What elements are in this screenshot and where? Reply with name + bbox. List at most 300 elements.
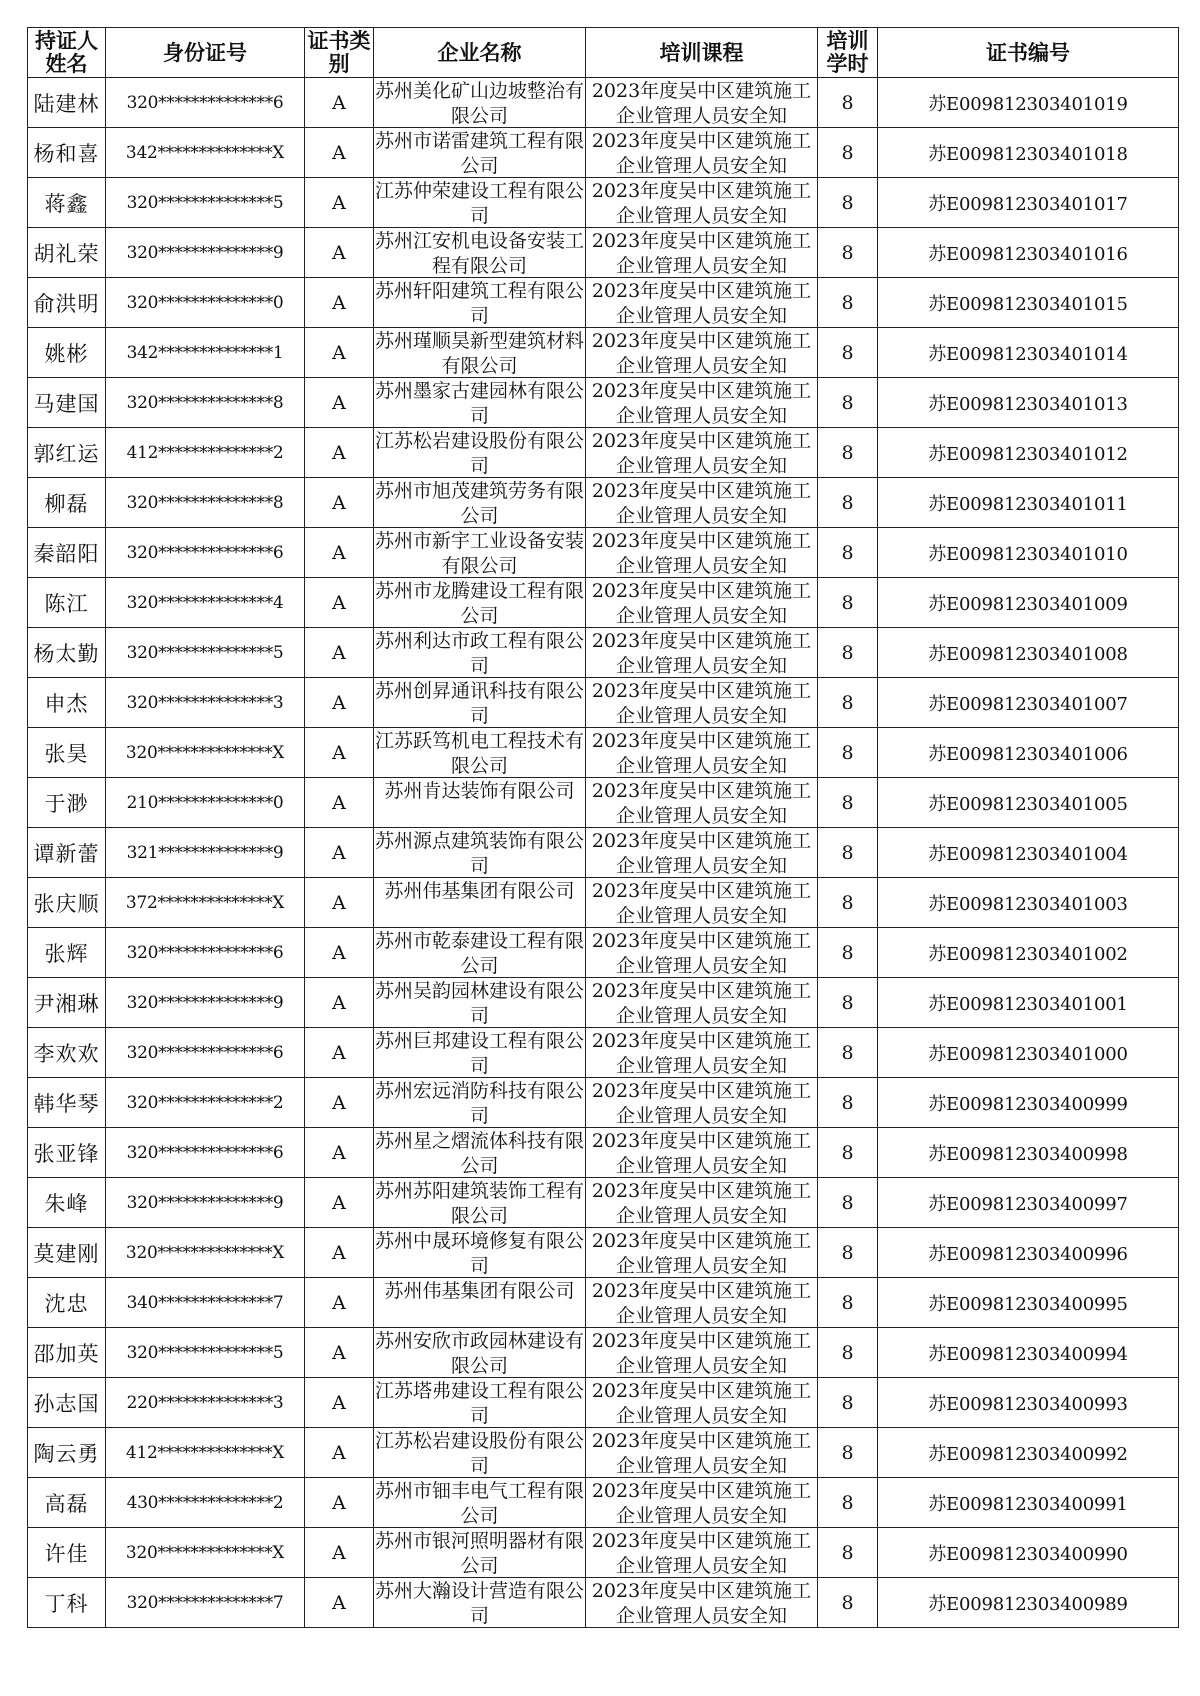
cert-category-cell: A	[305, 878, 374, 928]
table-row	[28, 828, 1179, 878]
training-course-cell	[586, 678, 818, 728]
training-hours-cell: 8	[818, 878, 878, 928]
training-course-cell	[586, 528, 818, 578]
holder-name-cell: 莫建刚	[28, 1228, 106, 1278]
training-course-text: 2023年度吴中区建筑施工企业管理人员安全知	[591, 230, 812, 277]
table-row	[28, 328, 1179, 378]
cert-category-cell: A	[305, 1228, 374, 1278]
training-course-text: 2023年度吴中区建筑施工企业管理人员安全知	[591, 530, 812, 577]
holder-name-cell: 郭红运	[28, 428, 106, 478]
header-id-number: 身份证号	[106, 28, 305, 78]
cert-category-cell: A	[305, 228, 374, 278]
company-name-cell	[374, 878, 586, 928]
header-company-name: 企业名称	[374, 28, 586, 78]
company-name-text: 江苏仲荣建设工程有限公司	[374, 180, 584, 227]
cert-category-cell: A	[305, 1528, 374, 1578]
cert-category-cell: A	[305, 728, 374, 778]
id-number-cell: 342**************1	[106, 328, 305, 378]
training-hours-cell: 8	[818, 728, 878, 778]
training-course-text: 2023年度吴中区建筑施工企业管理人员安全知	[591, 1280, 812, 1327]
training-hours-cell: 8	[818, 778, 878, 828]
cert-number-cell: 苏E009812303401002	[878, 928, 1179, 978]
table-body	[28, 78, 1179, 1628]
holder-name-cell: 张庆顺	[28, 878, 106, 928]
company-name-text: 苏州伟基集团有限公司	[384, 880, 575, 902]
cert-category-cell: A	[305, 1128, 374, 1178]
training-course-cell	[586, 428, 818, 478]
header-training-hours: 培训学时	[818, 28, 878, 78]
company-name-text: 苏州伟基集团有限公司	[384, 1280, 575, 1302]
cert-category-cell: A	[305, 1328, 374, 1378]
cert-number-cell: 苏E009812303401017	[878, 178, 1179, 228]
company-name-cell	[374, 1278, 586, 1328]
training-course-cell	[586, 928, 818, 978]
company-name-text: 苏州墨家古建园林有限公司	[374, 380, 584, 427]
table-row	[28, 428, 1179, 478]
company-name-cell	[374, 128, 586, 178]
id-number-cell: 320**************5	[106, 1328, 305, 1378]
holder-name-cell: 沈忠	[28, 1278, 106, 1328]
table-row	[28, 1478, 1179, 1528]
holder-name-cell: 韩华琴	[28, 1078, 106, 1128]
training-hours-cell: 8	[818, 978, 878, 1028]
table-row	[28, 378, 1179, 428]
company-name-cell	[374, 278, 586, 328]
company-name-cell	[374, 228, 586, 278]
table-row	[28, 1178, 1179, 1228]
id-number-cell: 320**************9	[106, 978, 305, 1028]
id-number-cell: 320**************5	[106, 628, 305, 678]
id-number-cell: 320**************6	[106, 928, 305, 978]
training-course-text: 2023年度吴中区建筑施工企业管理人员安全知	[591, 330, 812, 377]
company-name-text: 苏州苏阳建筑装饰工程有限公司	[374, 1180, 584, 1227]
cert-category-cell: A	[305, 278, 374, 328]
training-course-cell	[586, 1278, 818, 1328]
training-course-cell	[586, 378, 818, 428]
training-hours-cell: 8	[818, 228, 878, 278]
cert-category-cell: A	[305, 1578, 374, 1628]
company-name-text: 苏州市乾泰建设工程有限公司	[374, 930, 584, 977]
cert-number-cell: 苏E009812303400997	[878, 1178, 1179, 1228]
cert-category-cell: A	[305, 778, 374, 828]
training-hours-cell: 8	[818, 678, 878, 728]
cert-number-cell: 苏E009812303401012	[878, 428, 1179, 478]
table-row	[28, 978, 1179, 1028]
company-name-text: 苏州瑾顺昊新型建筑材料有限公司	[374, 330, 584, 377]
company-name-cell	[374, 378, 586, 428]
company-name-text: 江苏松岩建设股份有限公司	[374, 430, 584, 477]
cert-number-cell: 苏E009812303400991	[878, 1478, 1179, 1528]
training-hours-cell: 8	[818, 1128, 878, 1178]
training-course-text: 2023年度吴中区建筑施工企业管理人员安全知	[591, 930, 812, 977]
company-name-cell	[374, 778, 586, 828]
training-course-text: 2023年度吴中区建筑施工企业管理人员安全知	[591, 80, 812, 127]
training-course-text: 2023年度吴中区建筑施工企业管理人员安全知	[591, 180, 812, 227]
training-course-text: 2023年度吴中区建筑施工企业管理人员安全知	[591, 1130, 812, 1177]
training-course-text: 2023年度吴中区建筑施工企业管理人员安全知	[591, 830, 812, 877]
table-row	[28, 678, 1179, 728]
training-course-text: 2023年度吴中区建筑施工企业管理人员安全知	[591, 1580, 812, 1627]
cert-category-cell: A	[305, 1028, 374, 1078]
training-course-text: 2023年度吴中区建筑施工企业管理人员安全知	[591, 1230, 812, 1277]
company-name-text: 苏州利达市政工程有限公司	[374, 630, 584, 677]
cert-category-cell: A	[305, 628, 374, 678]
training-course-text: 2023年度吴中区建筑施工企业管理人员安全知	[591, 1480, 812, 1527]
training-course-cell	[586, 478, 818, 528]
company-name-text: 苏州巨邦建设工程有限公司	[374, 1030, 584, 1077]
holder-name-cell: 陈江	[28, 578, 106, 628]
training-hours-cell: 8	[818, 428, 878, 478]
cert-category-cell: A	[305, 128, 374, 178]
holder-name-cell: 尹湘琳	[28, 978, 106, 1028]
cert-number-cell: 苏E009812303401005	[878, 778, 1179, 828]
table-row	[28, 1128, 1179, 1178]
training-hours-cell: 8	[818, 1528, 878, 1578]
id-number-cell: 320**************6	[106, 528, 305, 578]
training-hours-cell: 8	[818, 528, 878, 578]
company-name-text: 苏州江安机电设备安装工程有限公司	[374, 230, 584, 277]
table-row	[28, 1028, 1179, 1078]
cert-category-cell: A	[305, 178, 374, 228]
training-course-text: 2023年度吴中区建筑施工企业管理人员安全知	[591, 630, 812, 677]
id-number-cell: 320**************6	[106, 78, 305, 128]
id-number-cell: 320**************9	[106, 228, 305, 278]
table-row	[28, 1378, 1179, 1428]
id-number-cell: 340**************7	[106, 1278, 305, 1328]
holder-name-cell: 张亚锋	[28, 1128, 106, 1178]
company-name-cell	[374, 1028, 586, 1078]
company-name-text: 苏州轩阳建筑工程有限公司	[374, 280, 584, 327]
training-hours-cell: 8	[818, 478, 878, 528]
cert-category-cell: A	[305, 478, 374, 528]
cert-category-cell: A	[305, 1278, 374, 1328]
training-hours-cell: 8	[818, 1328, 878, 1378]
training-course-cell	[586, 978, 818, 1028]
training-hours-cell: 8	[818, 578, 878, 628]
holder-name-cell: 杨太勤	[28, 628, 106, 678]
company-name-cell	[374, 828, 586, 878]
table-row	[28, 78, 1179, 128]
cert-category-cell: A	[305, 978, 374, 1028]
header-training-course: 培训课程	[586, 28, 818, 78]
training-course-text: 2023年度吴中区建筑施工企业管理人员安全知	[591, 1330, 812, 1377]
training-hours-cell: 8	[818, 1478, 878, 1528]
holder-name-cell: 孙志国	[28, 1378, 106, 1428]
cert-number-cell: 苏E009812303401008	[878, 628, 1179, 678]
id-number-cell: 210**************0	[106, 778, 305, 828]
training-course-text: 2023年度吴中区建筑施工企业管理人员安全知	[591, 280, 812, 327]
cert-number-cell: 苏E009812303401015	[878, 278, 1179, 328]
training-course-cell	[586, 728, 818, 778]
company-name-cell	[374, 578, 586, 628]
table-row	[28, 278, 1179, 328]
training-course-cell	[586, 328, 818, 378]
cert-number-cell: 苏E009812303401013	[878, 378, 1179, 428]
cert-category-cell: A	[305, 928, 374, 978]
training-hours-cell: 8	[818, 1228, 878, 1278]
company-name-text: 苏州市旭茂建筑劳务有限公司	[374, 480, 584, 527]
cert-number-cell: 苏E009812303400996	[878, 1228, 1179, 1278]
training-hours-cell: 8	[818, 1378, 878, 1428]
holder-name-cell: 高磊	[28, 1478, 106, 1528]
cert-number-cell: 苏E009812303401014	[878, 328, 1179, 378]
cert-number-cell: 苏E009812303401006	[878, 728, 1179, 778]
cert-number-cell: 苏E009812303401016	[878, 228, 1179, 278]
id-number-cell: 321**************9	[106, 828, 305, 878]
company-name-text: 苏州星之熠流体科技有限公司	[374, 1130, 584, 1177]
cert-number-cell: 苏E009812303401001	[878, 978, 1179, 1028]
company-name-text: 苏州宏远消防科技有限公司	[374, 1080, 584, 1127]
table-row	[28, 578, 1179, 628]
id-number-cell: 320**************9	[106, 1178, 305, 1228]
cert-number-cell: 苏E009812303401003	[878, 878, 1179, 928]
company-name-cell	[374, 78, 586, 128]
table-row	[28, 1528, 1179, 1578]
training-course-cell	[586, 1578, 818, 1628]
training-course-text: 2023年度吴中区建筑施工企业管理人员安全知	[591, 580, 812, 627]
table-row	[28, 128, 1179, 178]
company-name-cell	[374, 1328, 586, 1378]
holder-name-cell: 朱峰	[28, 1178, 106, 1228]
cert-number-cell: 苏E009812303401004	[878, 828, 1179, 878]
holder-name-cell: 李欢欢	[28, 1028, 106, 1078]
company-name-cell	[374, 1078, 586, 1128]
cert-category-cell: A	[305, 1178, 374, 1228]
header-holder-name: 持证人姓名	[28, 28, 106, 78]
training-course-text: 2023年度吴中区建筑施工企业管理人员安全知	[591, 680, 812, 727]
training-course-cell	[586, 1178, 818, 1228]
company-name-text: 苏州创昇通讯科技有限公司	[374, 680, 584, 727]
company-name-text: 苏州市龙腾建设工程有限公司	[374, 580, 584, 627]
training-course-text: 2023年度吴中区建筑施工企业管理人员安全知	[591, 430, 812, 477]
company-name-text: 苏州市银河照明器材有限公司	[374, 1530, 584, 1577]
company-name-text: 苏州市诺雷建筑工程有限公司	[374, 130, 584, 177]
table-row	[28, 478, 1179, 528]
id-number-cell: 320**************8	[106, 478, 305, 528]
id-number-cell: 320**************X	[106, 1528, 305, 1578]
company-name-cell	[374, 728, 586, 778]
holder-name-cell: 许佳	[28, 1528, 106, 1578]
cert-category-cell: A	[305, 1078, 374, 1128]
table-row	[28, 628, 1179, 678]
training-hours-cell: 8	[818, 178, 878, 228]
id-number-cell: 320**************4	[106, 578, 305, 628]
table-row	[28, 778, 1179, 828]
cert-category-cell: A	[305, 378, 374, 428]
cert-category-cell: A	[305, 328, 374, 378]
training-course-cell	[586, 1128, 818, 1178]
cert-category-cell: A	[305, 828, 374, 878]
training-course-cell	[586, 578, 818, 628]
cert-category-cell: A	[305, 78, 374, 128]
company-name-cell	[374, 1478, 586, 1528]
table-row	[28, 528, 1179, 578]
table-row	[28, 1578, 1179, 1628]
training-course-cell	[586, 1028, 818, 1078]
holder-name-cell: 柳磊	[28, 478, 106, 528]
company-name-cell	[374, 178, 586, 228]
id-number-cell: 320**************8	[106, 378, 305, 428]
training-course-text: 2023年度吴中区建筑施工企业管理人员安全知	[591, 1530, 812, 1577]
training-course-text: 2023年度吴中区建筑施工企业管理人员安全知	[591, 980, 812, 1027]
training-course-cell	[586, 128, 818, 178]
training-course-cell	[586, 78, 818, 128]
table-row	[28, 928, 1179, 978]
company-name-cell	[374, 328, 586, 378]
holder-name-cell: 张昊	[28, 728, 106, 778]
company-name-text: 江苏松岩建设股份有限公司	[374, 1430, 584, 1477]
table-header	[28, 28, 1179, 78]
cert-number-cell: 苏E009812303400994	[878, 1328, 1179, 1378]
cert-number-cell: 苏E009812303401018	[878, 128, 1179, 178]
company-name-text: 苏州安欣市政园林建设有限公司	[374, 1330, 584, 1377]
cert-number-cell: 苏E009812303401011	[878, 478, 1179, 528]
company-name-text: 苏州市新宇工业设备安装有限公司	[374, 530, 584, 577]
holder-name-cell: 陶云勇	[28, 1428, 106, 1478]
id-number-cell: 320**************7	[106, 1578, 305, 1628]
training-hours-cell: 8	[818, 1078, 878, 1128]
holder-name-cell: 秦韶阳	[28, 528, 106, 578]
table-row	[28, 228, 1179, 278]
cert-category-cell: A	[305, 1378, 374, 1428]
holder-name-cell: 俞洪明	[28, 278, 106, 328]
holder-name-cell: 申杰	[28, 678, 106, 728]
cert-number-cell: 苏E009812303400995	[878, 1278, 1179, 1328]
company-name-cell	[374, 1178, 586, 1228]
training-course-cell	[586, 1328, 818, 1378]
company-name-cell	[374, 678, 586, 728]
training-hours-cell: 8	[818, 378, 878, 428]
training-course-text: 2023年度吴中区建筑施工企业管理人员安全知	[591, 1180, 812, 1227]
header-row	[28, 28, 1179, 78]
training-hours-cell: 8	[818, 1278, 878, 1328]
cert-number-cell: 苏E009812303401019	[878, 78, 1179, 128]
holder-name-cell: 张辉	[28, 928, 106, 978]
training-course-text: 2023年度吴中区建筑施工企业管理人员安全知	[591, 730, 812, 777]
company-name-text: 苏州中晟环境修复有限公司	[374, 1230, 584, 1277]
training-course-cell	[586, 1478, 818, 1528]
cert-number-cell: 苏E009812303401007	[878, 678, 1179, 728]
table-row	[28, 178, 1179, 228]
training-course-text: 2023年度吴中区建筑施工企业管理人员安全知	[591, 380, 812, 427]
id-number-cell: 320**************2	[106, 1078, 305, 1128]
table-row	[28, 1078, 1179, 1128]
id-number-cell: 320**************6	[106, 1128, 305, 1178]
company-name-text: 江苏跃笃机电工程技术有限公司	[374, 730, 584, 777]
company-name-cell	[374, 478, 586, 528]
training-hours-cell: 8	[818, 1178, 878, 1228]
training-course-cell	[586, 1228, 818, 1278]
training-course-text: 2023年度吴中区建筑施工企业管理人员安全知	[591, 880, 812, 927]
training-course-cell	[586, 878, 818, 928]
company-name-text: 苏州肯达装饰有限公司	[384, 780, 575, 802]
id-number-cell: 320**************3	[106, 678, 305, 728]
holder-name-cell: 于渺	[28, 778, 106, 828]
holder-name-cell: 邵加英	[28, 1328, 106, 1378]
holder-name-cell: 杨和喜	[28, 128, 106, 178]
id-number-cell: 220**************3	[106, 1378, 305, 1428]
training-course-cell	[586, 628, 818, 678]
cert-number-cell: 苏E009812303400999	[878, 1078, 1179, 1128]
cert-number-cell: 苏E009812303401000	[878, 1028, 1179, 1078]
cert-category-cell: A	[305, 1478, 374, 1528]
cert-number-cell: 苏E009812303400998	[878, 1128, 1179, 1178]
training-hours-cell: 8	[818, 1578, 878, 1628]
cert-category-cell: A	[305, 428, 374, 478]
training-course-text: 2023年度吴中区建筑施工企业管理人员安全知	[591, 1030, 812, 1077]
cert-category-cell: A	[305, 1428, 374, 1478]
training-course-cell	[586, 778, 818, 828]
id-number-cell: 320**************0	[106, 278, 305, 328]
id-number-cell: 430**************2	[106, 1478, 305, 1528]
holder-name-cell: 蒋鑫	[28, 178, 106, 228]
training-course-text: 2023年度吴中区建筑施工企业管理人员安全知	[591, 1430, 812, 1477]
training-hours-cell: 8	[818, 328, 878, 378]
training-hours-cell: 8	[818, 78, 878, 128]
holder-name-cell: 谭新蕾	[28, 828, 106, 878]
id-number-cell: 320**************X	[106, 1228, 305, 1278]
id-number-cell: 320**************6	[106, 1028, 305, 1078]
holder-name-cell: 姚彬	[28, 328, 106, 378]
cert-category-cell: A	[305, 678, 374, 728]
id-number-cell: 320**************X	[106, 728, 305, 778]
cert-category-cell: A	[305, 528, 374, 578]
table-row	[28, 878, 1179, 928]
company-name-text: 苏州大瀚设计营造有限公司	[374, 1580, 584, 1627]
company-name-cell	[374, 1578, 586, 1628]
header-cert-number: 证书编号	[878, 28, 1179, 78]
cert-number-cell: 苏E009812303400993	[878, 1378, 1179, 1428]
holder-name-cell: 马建国	[28, 378, 106, 428]
company-name-text: 苏州吴韵园林建设有限公司	[374, 980, 584, 1027]
training-hours-cell: 8	[818, 1028, 878, 1078]
holder-name-cell: 陆建林	[28, 78, 106, 128]
company-name-text: 苏州市钿丰电气工程有限公司	[374, 1480, 584, 1527]
table-row	[28, 1428, 1179, 1478]
training-course-text: 2023年度吴中区建筑施工企业管理人员安全知	[591, 1080, 812, 1127]
company-name-cell	[374, 928, 586, 978]
training-course-text: 2023年度吴中区建筑施工企业管理人员安全知	[591, 130, 812, 177]
training-course-cell	[586, 278, 818, 328]
training-course-cell	[586, 1078, 818, 1128]
table-row	[28, 1278, 1179, 1328]
training-course-cell	[586, 178, 818, 228]
cert-number-cell: 苏E009812303400990	[878, 1528, 1179, 1578]
cert-number-cell: 苏E009812303400989	[878, 1578, 1179, 1628]
id-number-cell: 412**************2	[106, 428, 305, 478]
company-name-cell	[374, 1378, 586, 1428]
training-course-text: 2023年度吴中区建筑施工企业管理人员安全知	[591, 780, 812, 827]
training-course-cell	[586, 228, 818, 278]
company-name-cell	[374, 628, 586, 678]
training-hours-cell: 8	[818, 828, 878, 878]
cert-number-cell: 苏E009812303401009	[878, 578, 1179, 628]
certificate-roster-table	[27, 27, 1179, 1628]
cert-number-cell: 苏E009812303400992	[878, 1428, 1179, 1478]
training-course-text: 2023年度吴中区建筑施工企业管理人员安全知	[591, 1380, 812, 1427]
header-cert-category: 证书类别	[305, 28, 374, 78]
company-name-cell	[374, 428, 586, 478]
company-name-cell	[374, 528, 586, 578]
training-hours-cell: 8	[818, 928, 878, 978]
table-row	[28, 728, 1179, 778]
company-name-text: 江苏塔弗建设工程有限公司	[374, 1380, 584, 1427]
cert-number-cell: 苏E009812303401010	[878, 528, 1179, 578]
training-hours-cell: 8	[818, 628, 878, 678]
training-course-cell	[586, 1528, 818, 1578]
company-name-cell	[374, 1228, 586, 1278]
company-name-text: 苏州美化矿山边坡整治有限公司	[374, 80, 584, 127]
